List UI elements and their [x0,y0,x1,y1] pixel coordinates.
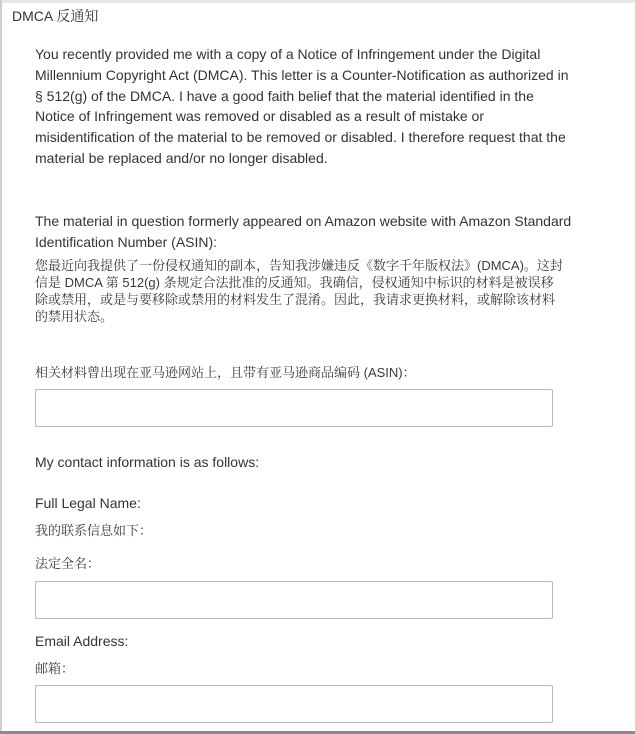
intro-paragraph-cn: 您最近向我提供了一份侵权通知的副本，告知我涉嫌违反《数字千年版权法》(DMCA)。这封信是 DMCA 第 512(g) 条规定合法批准的反通知。我确信，侵权通知中标识的材料是被误移除或禁用，或是与要移除或禁用的材料发生了混淆。因此，我请求更换材料，或解除该材料的禁用状态。 [35,258,563,324]
contact-heading: My contact information is as follows: [35,454,260,470]
full-name-input[interactable] [35,581,553,619]
intro-paragraph: You recently provided me with a copy of a Notice of Infringement under the Digital Millennium Copyright Act (DMCA). This letter is a Counter-Notification as authorized in § 512(g) of the DMCA. I have a good faith belief that the material identified in the Notice of Infringement was removed or disabled as a result of mistake or misidentification of the material to be removed or disabled. I therefore request that the material be replaced and/or no longer disabled. [35,46,569,166]
asin-input[interactable] [35,389,553,427]
email-label-cn: 邮箱： [35,661,75,676]
asin-prompt: The material in question formerly appeared on Amazon website with Amazon Standard Identification Number (ASIN): [35,213,572,250]
email-label: Email Address: [35,633,129,649]
full-name-label-cn: 法定全名： [35,556,101,571]
email-input[interactable] [35,685,553,723]
top-border [0,0,635,3]
full-name-label: Full Legal Name: [35,495,141,511]
asin-label-cn: 相关材料曾出现在亚马逊网站上，且带有亚马逊商品编码 (ASIN)： [35,365,416,380]
left-border [0,0,2,734]
contact-heading-cn: 我的联系信息如下： [35,523,153,538]
page-title: DMCA 反通知 [12,8,99,24]
